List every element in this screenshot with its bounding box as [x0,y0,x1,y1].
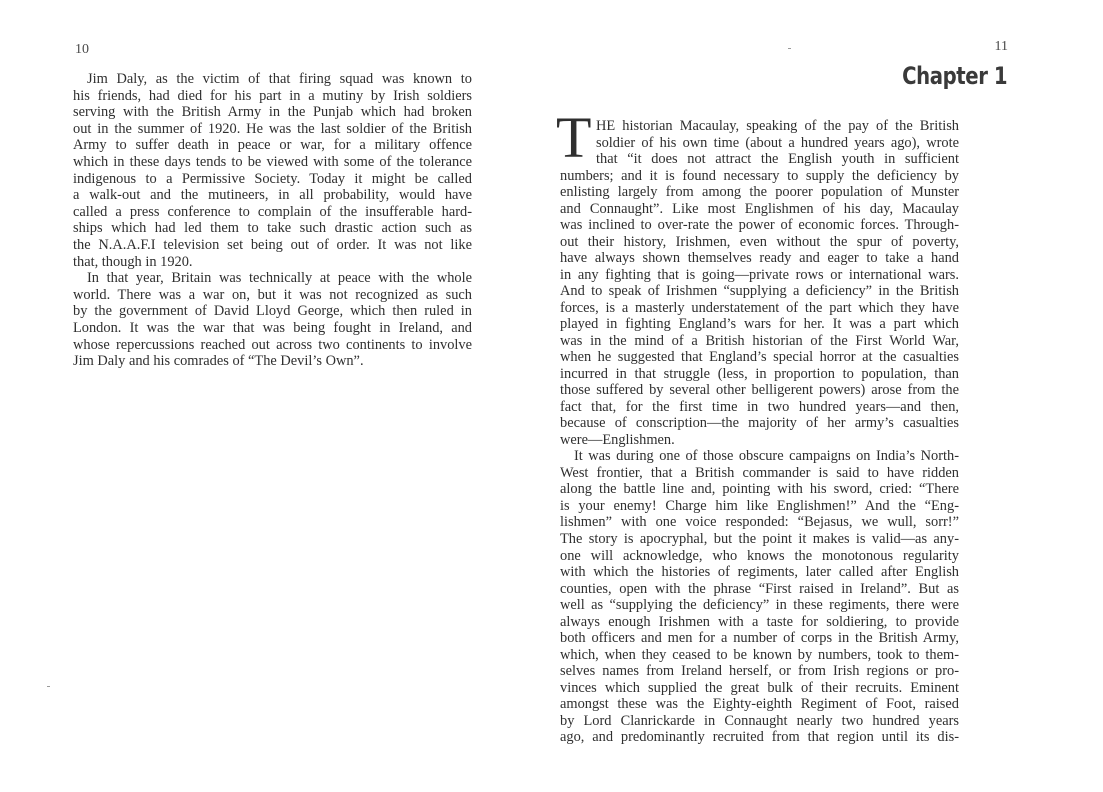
text-line: when he suggested that England’s special horror at the casualties [560,349,959,366]
text-line: amongst these was the Eighty-eighth Regiment of Foot, raised [560,696,959,713]
text-line: counties, open with the phrase “First raised in Ireland”. But as [560,580,959,597]
text-line: have always shown themselves ready and eager to take a hand [560,250,959,267]
text-line: enlisting largely from among the poorer population of Munster [560,184,959,201]
page-number-right: 11 [994,39,1008,54]
text-line: forces, is a masterly understatement of the part which they have [560,299,959,316]
paper-speck [788,48,791,49]
text-line: called a press conference to complain of the insufferable hard- [73,203,472,220]
text-line: ago, and predominantly recruited from that region until its dis- [560,729,959,746]
paper-speck [47,686,50,687]
text-line: those suffered by several other belligerent powers) arose from the [560,382,959,399]
text-line: is your enemy! Charge him like Englishmen!” And the “Eng- [560,497,959,514]
text-line: It was during one of those obscure campaigns on India’s North- [574,448,959,465]
text-line: with which the histories of regiments, later called after English [560,564,959,581]
text-line: which in these days tends to be viewed with some of the tolerance [73,154,472,170]
text-line: played in fighting England’s wars for her. It was a part which [560,316,959,333]
text-line: selves names from Ireland herself, or from Irish regions or pro- [560,663,959,680]
text-line: West frontier, that a British commander is said to have ridden [560,464,959,481]
text-line: that “it does not attract the English youth in sufficient [596,151,959,168]
text-line: Jim Daly, as the victim of that firing squad was known to [87,71,472,87]
text-line: HE historian Macaulay, speaking of the pay of the British [596,118,959,134]
text-line: lishmen” with one voice responded: “Bejasus, we wull, sorr!” [560,514,959,531]
text-line: serving with the British Army in the Punjab which had broken [73,104,472,121]
text-line: by Lord Clanrickarde in Connaught nearly two hundred years [560,712,959,729]
text-line: Jim Daly and his comrades of “The Devil’s Own”. [73,353,364,370]
text-line: whose repercussions reached out across two continents to involve [73,336,472,353]
text-line: London. It was the war that was being fought in Ireland, and [73,320,472,336]
text-line: was in the mind of a British historian of the First World War, [560,332,959,349]
text-line: indigenous to a Permissive Society. Today it might be called [73,170,472,187]
text-line: and Connaught”. Like most Englishmen of his day, Macaulay [560,200,959,217]
text-line: And to speak of Irishmen “supplying a deficiency” in the British [560,283,959,300]
text-line: vinces which supplied the great bulk of their recruits. Eminent [560,679,959,696]
text-line: in any fighting that is going—private rows or international wars. [560,266,959,283]
text-line: along the battle line and, pointing with his sword, cried: “There [560,481,959,498]
text-line: the N.A.A.F.I television set being out of order. It was not like [73,237,472,253]
text-line: were—Englishmen. [560,431,675,448]
chapter-title: Chapter 1 [901,62,1007,90]
text-line: fact that, for the first time in two hundred years—and then, [560,398,959,415]
text-line: which, when they ceased to be known by numbers, took to them- [560,646,959,663]
text-line: that, though in 1920. [73,253,193,270]
text-line: well as “supplying the deficiency” in these regiments, there were [560,597,959,614]
drop-cap: T [556,105,592,170]
page-number-left: 10 [75,42,89,57]
text-line: world. There was a war on, but it was not recognized as such [73,286,472,303]
text-line: was inclined to over-rate the power of economic forces. Through- [560,217,959,234]
text-line: The story is apocryphal, but the point it makes is valid—as any- [560,531,959,547]
text-line: out in the summer of 1920. He was the last soldier of the British [73,120,472,137]
text-line: In that year, Britain was technically at peace with the whole [87,270,472,287]
text-line: incurred in that struggle (less, in proportion to population, than [560,365,959,382]
text-line: numbers; and it is found necessary to supply the deficiency by [560,167,959,184]
text-line: his friends, had died for his part in a mutiny by Irish soldiers [73,87,472,104]
left-page [0,0,551,792]
text-line: both officers and men for a number of corps in the British Army, [560,630,959,647]
text-line: always enough Irishmen with a taste for soldiering, to provide [560,613,959,630]
text-line: soldier of his own time (about a hundred years ago), wrote [596,134,959,151]
text-line: out their history, Irishmen, even without the spur of poverty, [560,233,959,250]
text-line: a walk-out and the mutineers, in all probability, would have [73,187,472,204]
text-line: because of conscription—the majority of her army’s casualties [560,415,959,432]
text-line: by the government of David Lloyd George, which then ruled in [73,303,472,320]
text-line: ships which had led them to take such drastic action such as [73,220,472,237]
text-line: one will acknowledge, who knows the monotonous regularity [560,547,959,564]
text-line: Army to suffer death in peace or war, for a military offence [73,137,472,154]
